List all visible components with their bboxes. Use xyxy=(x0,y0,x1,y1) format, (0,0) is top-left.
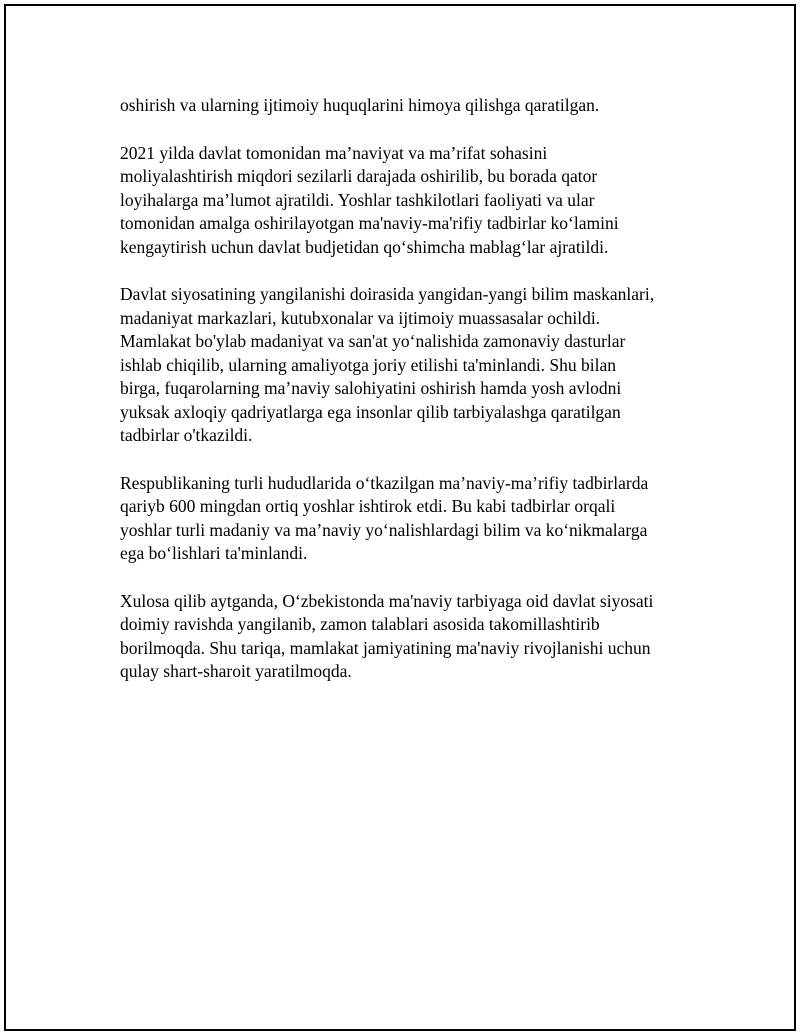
document-page xyxy=(4,4,796,1031)
text-line: tadbirlar o'tkazildi. xyxy=(120,425,253,445)
text-line: kengaytirish uchun davlat budjetidan qo‘shimcha mablag‘lar ajratildi. xyxy=(120,236,609,257)
text-line: Davlat siyosatining yangilanishi doirasida yangidan-yangi bilim maskanlari, xyxy=(120,284,655,304)
paragraph-5 xyxy=(120,590,700,684)
text-line: moliyalashtirish miqdori sezilarli darajada oshirilib, bu borada qator xyxy=(120,166,598,186)
text-line: ishlab chiqilib, ularning amaliyotga joriy etilishi ta'minlandi. Shu bilan xyxy=(120,354,616,375)
document-body xyxy=(120,94,700,708)
text-line: madaniyat markazlari, kutubxonalar va ijtimoiy muassasalar ochildi. xyxy=(120,307,601,328)
paragraph-4 xyxy=(120,472,700,566)
text-line: qulay shart-sharoit yaratilmoqda. xyxy=(120,661,352,681)
text-line: birga, fuqarolarning ma’naviy salohiyatini oshirish hamda yosh avlodni xyxy=(120,378,622,398)
text-line: borilmoqda. Shu tariqa, mamlakat jamiyatining ma'naviy rivojlanishi uchun xyxy=(120,637,651,658)
text-line: qariyb 600 mingdan ortiq yoshlar ishtirok etdi. Bu kabi tadbirlar orqali xyxy=(120,496,616,516)
text-line: Xulosa qilib aytganda, O‘zbekistonda ma'naviy tarbiyaga oid davlat siyosati xyxy=(120,590,654,611)
paragraph-1 xyxy=(120,94,700,118)
paragraph-3 xyxy=(120,283,700,448)
text-line: ega bo‘lishlari ta'minlandi. xyxy=(120,543,308,563)
paragraph-2 xyxy=(120,142,700,260)
text-line: Respublikaning turli hududlarida o‘tkazilgan ma’naviy-ma’rifiy tadbirlarda xyxy=(120,472,649,493)
text-line: yuksak axloqiy qadriyatlarga ega insonlar qilib tarbiyalashga qaratilgan xyxy=(120,401,621,422)
text-line: 2021 yilda davlat tomonidan ma’naviyat va ma’rifat sohasini xyxy=(120,142,548,163)
text-line: oshirish va ularning ijtimoiy huquqlarini himoya qilishga qaratilgan. xyxy=(120,95,600,115)
text-line: Mamlakat bo'ylab madaniyat va san'at yo‘nalishida zamonaviy dasturlar xyxy=(120,331,626,351)
text-line: yoshlar turli madaniy va ma’naviy yo‘nalishlardagi bilim va ko‘nikmalarga xyxy=(120,519,648,540)
text-line: doimiy ravishda yangilanib, zamon talablari asosida takomillashtirib xyxy=(120,614,600,634)
text-line: tomonidan amalga oshirilayotgan ma'naviy-ma'rifiy tadbirlar ko‘lamini xyxy=(120,213,619,233)
text-line: loyihalarga ma’lumot ajratildi. Yoshlar tashkilotlari faoliyati va ular xyxy=(120,189,595,210)
